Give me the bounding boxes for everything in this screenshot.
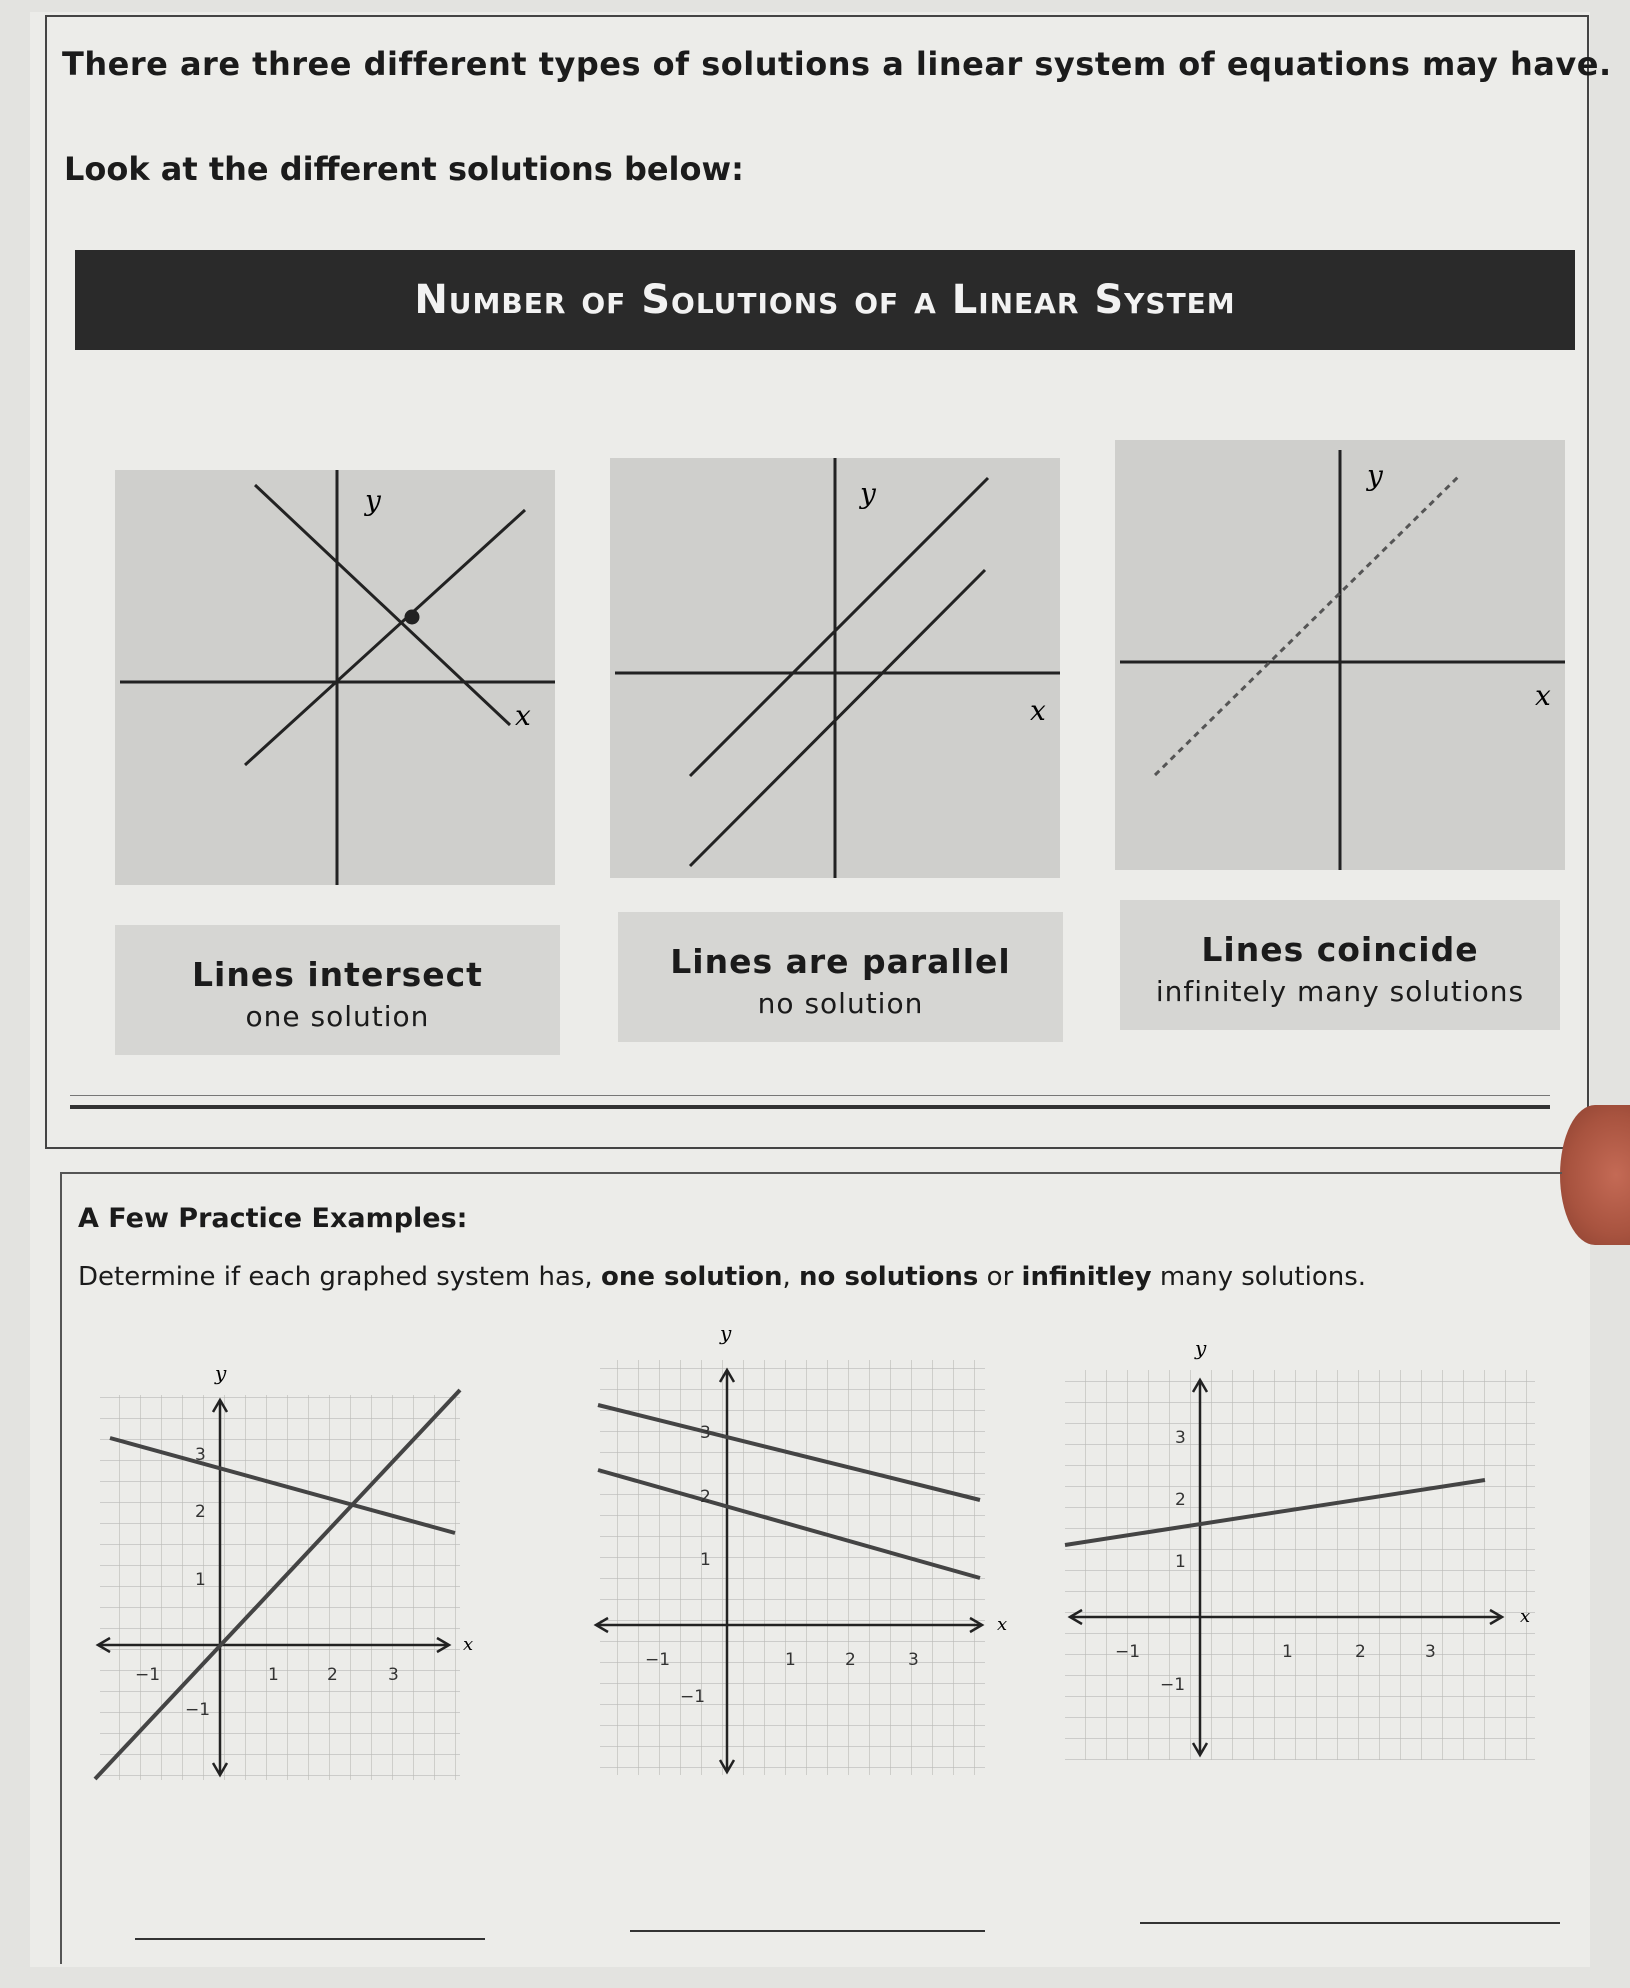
y-tick-label: −1 [1160, 1675, 1186, 1695]
y-tick-label: 3 [700, 1423, 711, 1443]
axis-x-label: x [515, 699, 531, 732]
y-tick-label: 3 [1175, 1428, 1186, 1448]
divider-thick [70, 1105, 1550, 1109]
answer-line-3[interactable] [1140, 1922, 1560, 1924]
axis-y-label: y [1195, 1336, 1207, 1360]
x-tick-label: 2 [1355, 1642, 1366, 1662]
finger-photo-artifact [1560, 1105, 1630, 1245]
y-tick-label: 1 [1175, 1552, 1186, 1572]
y-tick-label: 1 [195, 1570, 206, 1590]
y-tick-label: −1 [680, 1687, 706, 1707]
practice-graph-2 [590, 1320, 1008, 1780]
x-tick-label: −1 [135, 1665, 161, 1685]
caption-title: Lines coincide [1201, 930, 1479, 969]
y-tick-label: 2 [195, 1502, 206, 1522]
axis-y-label: y [1367, 459, 1383, 492]
y-tick-label: −1 [185, 1700, 211, 1720]
x-tick-label: 2 [845, 1650, 856, 1670]
caption-intersect [115, 925, 560, 1055]
axis-x-label: x [1030, 694, 1046, 727]
x-tick-label: 2 [327, 1665, 338, 1685]
y-tick-label: 2 [1175, 1490, 1186, 1510]
practice-instruction: Determine if each graphed system has, one solution, no solutions or infinitley many solutions. [78, 1262, 1367, 1292]
x-tick-label: −1 [645, 1650, 671, 1670]
caption-subtitle: one solution [245, 1000, 430, 1033]
x-tick-label: 3 [388, 1665, 399, 1685]
axis-x-label: x [1520, 1606, 1531, 1627]
x-tick-label: 1 [268, 1665, 279, 1685]
axis-y-label: y [365, 484, 381, 517]
x-tick-label: 3 [1425, 1642, 1436, 1662]
axis-x-label: x [1535, 679, 1551, 712]
caption-coincide [1120, 900, 1560, 1030]
caption-title: Lines intersect [192, 955, 483, 994]
intro-text: There are three different types of solutions a linear system of equations may have. [62, 45, 1612, 83]
answer-line-2[interactable] [630, 1930, 985, 1932]
practice-graph-1 [95, 1345, 474, 1785]
x-tick-label: 3 [908, 1650, 919, 1670]
section-banner: Number of Solutions of a Linear System [75, 250, 1575, 350]
look-text: Look at the different solutions below: [64, 150, 744, 188]
y-tick-label: 3 [195, 1445, 206, 1465]
caption-subtitle: no solution [757, 987, 924, 1020]
practice-graph-3 [1060, 1335, 1540, 1765]
y-tick-label: 2 [700, 1487, 711, 1507]
caption-parallel [618, 912, 1063, 1042]
axis-x-label: x [463, 1634, 474, 1655]
x-tick-label: 1 [1282, 1642, 1293, 1662]
answer-line-1[interactable] [135, 1938, 485, 1940]
example-graph-intersect [115, 470, 555, 885]
practice-heading: A Few Practice Examples: [78, 1203, 468, 1234]
example-graph-coincide [1115, 440, 1565, 870]
y-tick-label: 1 [700, 1550, 711, 1570]
axis-x-label: x [997, 1614, 1008, 1635]
axis-y-label: y [860, 477, 876, 510]
caption-title: Lines are parallel [670, 942, 1011, 981]
x-tick-label: −1 [1115, 1642, 1141, 1662]
example-graph-parallel [610, 458, 1060, 878]
caption-subtitle: infinitely many solutions [1155, 975, 1525, 1008]
axis-y-label: y [215, 1361, 227, 1385]
x-tick-label: 1 [785, 1650, 796, 1670]
axis-y-label: y [720, 1321, 732, 1345]
divider-thin [70, 1095, 1550, 1096]
